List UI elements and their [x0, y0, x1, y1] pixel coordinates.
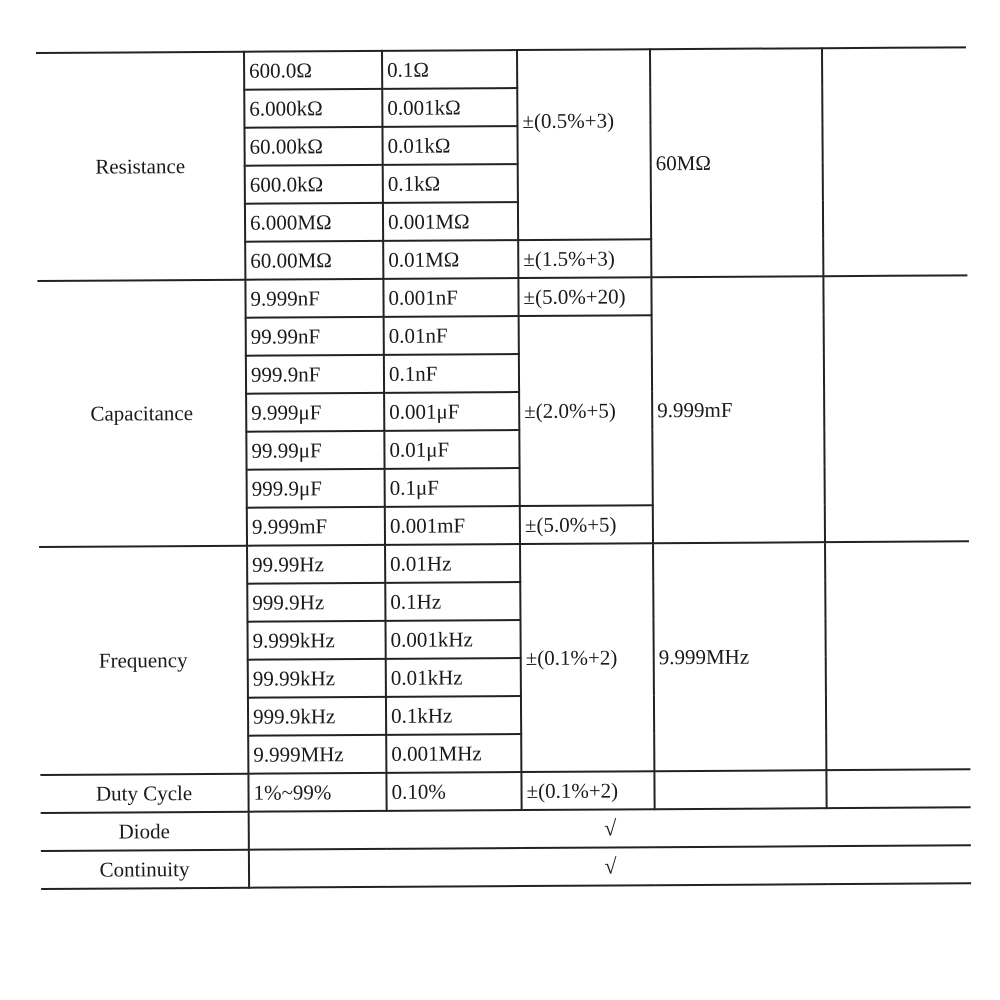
resolution-cell: 0.10%: [386, 772, 521, 811]
capacitance-label: Capacitance: [37, 280, 247, 547]
resolution-cell: 0.01MΩ: [383, 240, 518, 279]
range-cell: 6.000MΩ: [245, 203, 383, 242]
range-cell: 9.999nF: [245, 279, 383, 318]
continuity-label: Continuity: [41, 850, 249, 889]
table-row: [37, 275, 967, 319]
empty-cell: [822, 47, 967, 276]
range-cell: 9.999μF: [246, 393, 384, 432]
duty-cycle-label: Duty Cycle: [40, 774, 248, 813]
diode-check: √: [249, 807, 971, 849]
range-cell: 99.99nF: [246, 317, 384, 356]
range-cell: 99.99Hz: [247, 545, 385, 584]
resistance-accuracy-last: ±(1.5%+3): [518, 239, 651, 278]
empty-cell: [654, 770, 826, 809]
resolution-cell: 0.001nF: [383, 278, 518, 317]
resolution-cell: 0.01kΩ: [382, 126, 517, 165]
empty-cell: [826, 769, 970, 808]
spec-table: [36, 46, 971, 890]
empty-cell: [825, 541, 970, 770]
range-cell: 999.9kHz: [248, 697, 386, 736]
resistance-accuracy: [517, 49, 651, 240]
range-cell: 99.99μF: [246, 431, 384, 470]
capacitance-accuracy-last: ±(5.0%+5): [520, 505, 653, 544]
empty-cell: [823, 275, 969, 542]
frequency-label: Frequency: [39, 546, 248, 775]
range-cell: 9.999MHz: [248, 735, 386, 774]
resolution-cell: 0.001μF: [384, 392, 519, 431]
resolution-cell: 0.001MHz: [386, 734, 521, 773]
range-cell: 999.9nF: [246, 355, 384, 394]
accuracy-text: ±(0.5%+3): [522, 108, 615, 134]
resolution-cell: 0.1Ω: [382, 50, 517, 89]
table-row: [40, 769, 970, 813]
table-row: [41, 845, 971, 889]
range-cell: 600.0Ω: [244, 51, 382, 90]
table-row: [39, 541, 969, 585]
capacitance-accuracy-first: ±(5.0%+20): [518, 277, 651, 316]
range-cell: 999.9μF: [247, 469, 385, 508]
range-cell: 9.999kHz: [247, 621, 385, 660]
range-cell: 6.000kΩ: [244, 89, 382, 128]
resolution-cell: 0.1μF: [385, 468, 520, 507]
continuity-check: √: [249, 845, 971, 887]
resolution-cell: 0.1kΩ: [383, 164, 518, 203]
resistance-label: Resistance: [36, 52, 245, 281]
diode-label: Diode: [41, 812, 249, 851]
table-row: [36, 47, 966, 91]
range-cell: 600.0kΩ: [245, 165, 383, 204]
resolution-cell: 0.1nF: [384, 354, 519, 393]
resolution-cell: 0.001mF: [385, 506, 520, 545]
frequency-accuracy: ±(0.1%+2): [520, 543, 654, 772]
range-cell: 1%~99%: [248, 773, 386, 812]
capacitance-accuracy: ±(2.0%+5): [519, 315, 653, 506]
resistance-max: 60MΩ: [650, 48, 823, 277]
resolution-cell: 0.001kHz: [385, 620, 520, 659]
duty-cycle-accuracy: ±(0.1%+2): [521, 771, 654, 810]
table-row: [41, 807, 971, 851]
range-cell: 60.00kΩ: [244, 127, 382, 166]
resolution-cell: 0.01Hz: [385, 544, 520, 583]
spec-sheet: [36, 46, 971, 890]
resolution-cell: 0.001kΩ: [382, 88, 517, 127]
resolution-cell: 0.01μF: [384, 430, 519, 469]
capacitance-max: 9.999mF: [651, 276, 825, 543]
range-cell: 999.9Hz: [247, 583, 385, 622]
range-cell: 99.99kHz: [248, 659, 386, 698]
frequency-max: 9.999MHz: [653, 542, 826, 771]
resolution-cell: 0.1Hz: [385, 582, 520, 621]
resolution-cell: 0.01nF: [384, 316, 519, 355]
resolution-cell: 0.001MΩ: [383, 202, 518, 241]
resolution-cell: 0.1kHz: [386, 696, 521, 735]
range-cell: 60.00MΩ: [245, 241, 383, 280]
resolution-cell: 0.01kHz: [386, 658, 521, 697]
range-cell: 9.999mF: [247, 507, 385, 546]
